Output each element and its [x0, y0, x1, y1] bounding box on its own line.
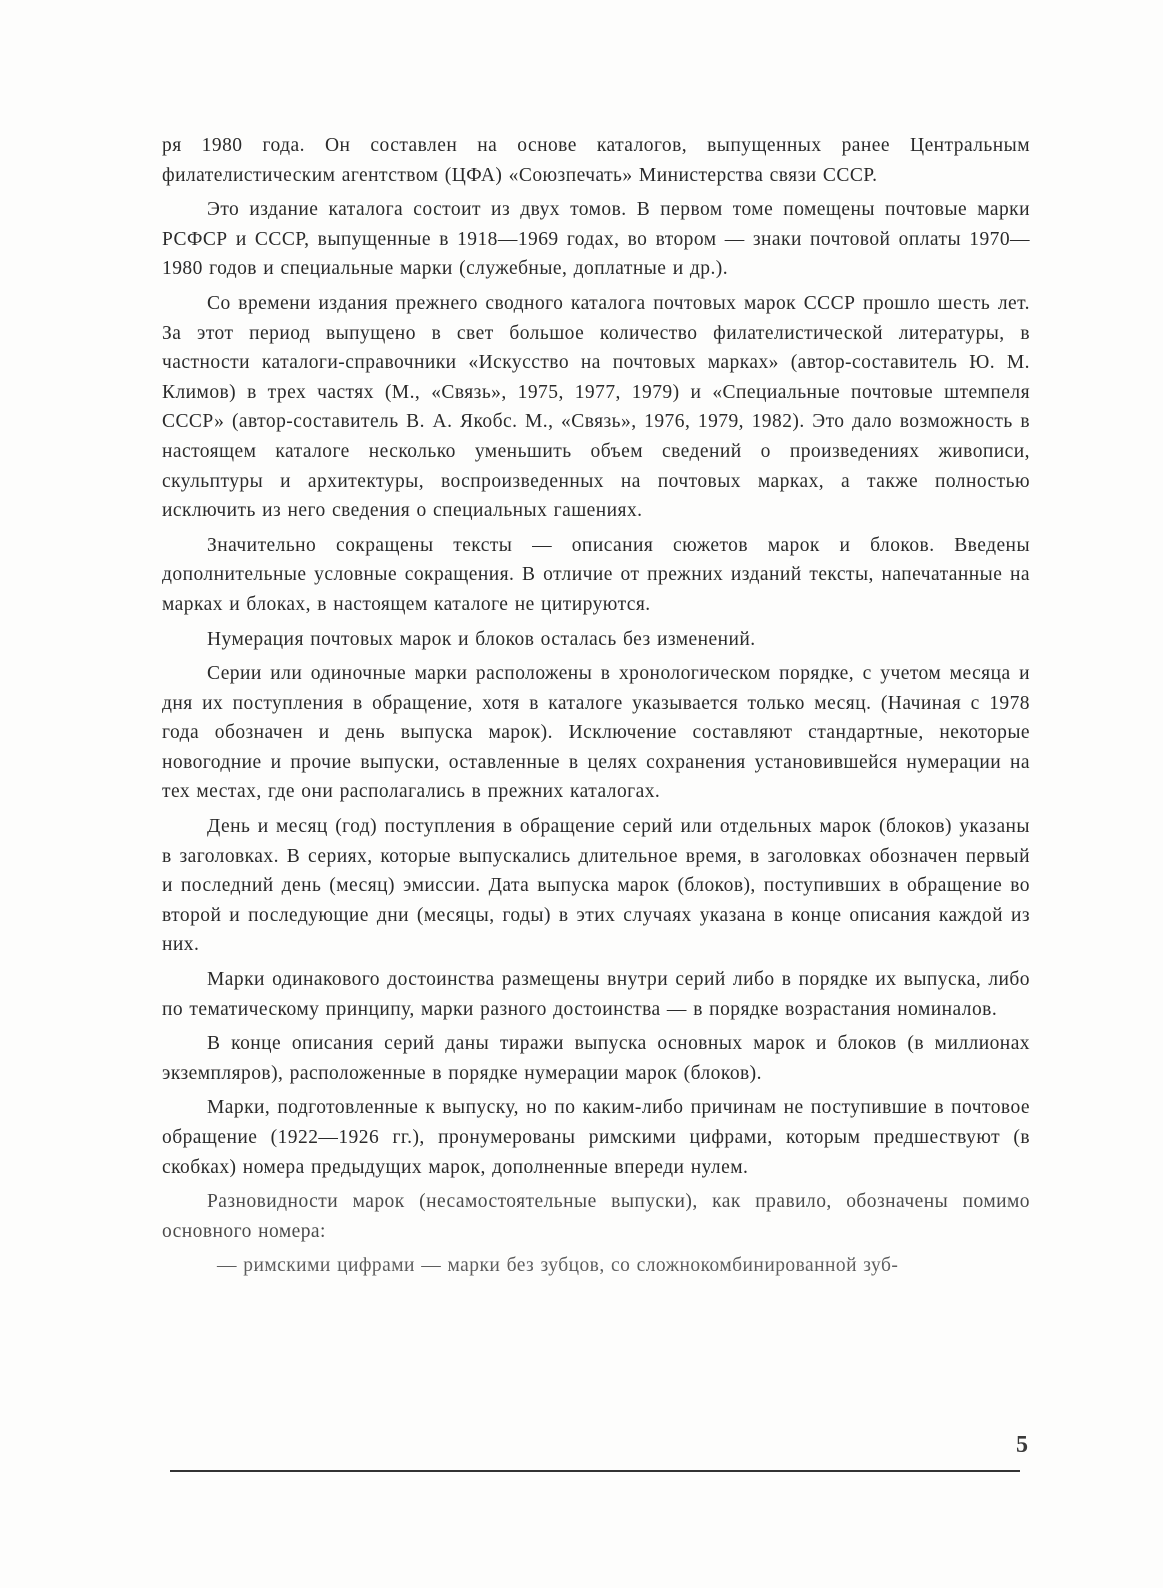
paragraph-1: ря 1980 года. Он составлен на основе каталогов, выпущенных ранее Центральным филателистическим агентством (ЦФА) «Союзпечать» Министерства связи СССР. [162, 135, 1030, 186]
body-text [162, 131, 1030, 1286]
footer-rule [170, 1470, 1020, 1472]
paragraph-10: Марки, подготовленные к выпуску, но по каким-либо причинам не поступившие в почтовое обращение (1922—1926 гг.), пронумерованы римскими цифрами, которым предшествуют (в скобках) номера предыдущих марок, дополненные впереди нулем. [162, 1097, 1030, 1178]
paragraph-3: Со времени издания прежнего сводного каталога почтовых марок СССР прошло шесть лет. За этот период выпущено в свет большое количество филателистической литературы, в частности каталоги-справочники «Искусство на почтовых марках» (автор-составитель Ю. М. Климов) в трех частях (М., «Связь», 1975, 1977, 1979) и «Специальные почтовые штемпеля СССР» (автор-составитель В. А. Якобс. М., «Связь», 1976, 1979, 1982). Это дало возможность в настоящем каталоге несколько уменьшить объем сведений о произведениях живописи, скульптуры и архитектуры, воспроизведенных на почтовых марках, а также полностью исключить из него сведения о специальных гашениях. [162, 292, 1030, 522]
paragraph-5: Нумерация почтовых марок и блоков осталась без изменений. [207, 628, 756, 650]
paragraph-6: Серии или одиночные марки расположены в хронологическом порядке, с учетом месяца и дня их поступления в обращение, хотя в каталоге указывается только месяц. (Начиная с 1978 года обозначен и день выпуска марок). Исключение составляют стандартные, некоторые новогодние и прочие выпуски, оставленные в целях сохранения установившейся нумерации на тех местах, где они располагались в прежних каталогах. [162, 663, 1030, 803]
page-number: 5 [1016, 1432, 1028, 1458]
paragraph-7: День и месяц (год) поступления в обращение серий или отдельных марок (блоков) указаны в заголовках. В сериях, которые выпускались длительное время, в заголовках обозначен первый и последний день (месяц) эмиссии. Дата выпуска марок (блоков), поступивших в обращение во второй и последующие дни (месяцы, годы) в этих случаях указана в конце описания каждой из них. [162, 816, 1030, 956]
paragraph-4: Значительно сокращены тексты — описания сюжетов марок и блоков. Введены дополнительные условные сокращения. В отличие от прежних изданий тексты, напечатанные на марках и блоках, в настоящем каталоге не цитируются. [162, 534, 1030, 615]
paragraph-2: Это издание каталога состоит из двух томов. В первом томе помещены почтовые марки РСФСР и СССР, выпущенные в 1918—1969 годах, во втором — знаки почтовой оплаты 1970—1980 годов и специальные марки (служебные, доплатные и др.). [162, 199, 1030, 280]
paragraph-8: Марки одинакового достоинства размещены внутри серий либо в порядке их выпуска, либо по тематическому принципу, марки разного достоинства — в порядке возрастания номиналов. [162, 969, 1030, 1020]
paragraph-9: В конце описания серий даны тиражи выпуска основных марок и блоков (в миллионах экземпляров), расположенные в порядке нумерации марок (блоков). [162, 1033, 1030, 1084]
list-item-1: — римскими цифрами — марки без зубцов, со сложнокомбинированной зуб- [217, 1255, 899, 1277]
paragraph-11: Разновидности марок (несамостоятельные выпуски), как правило, обозначены помимо основного номера: [162, 1191, 1030, 1242]
